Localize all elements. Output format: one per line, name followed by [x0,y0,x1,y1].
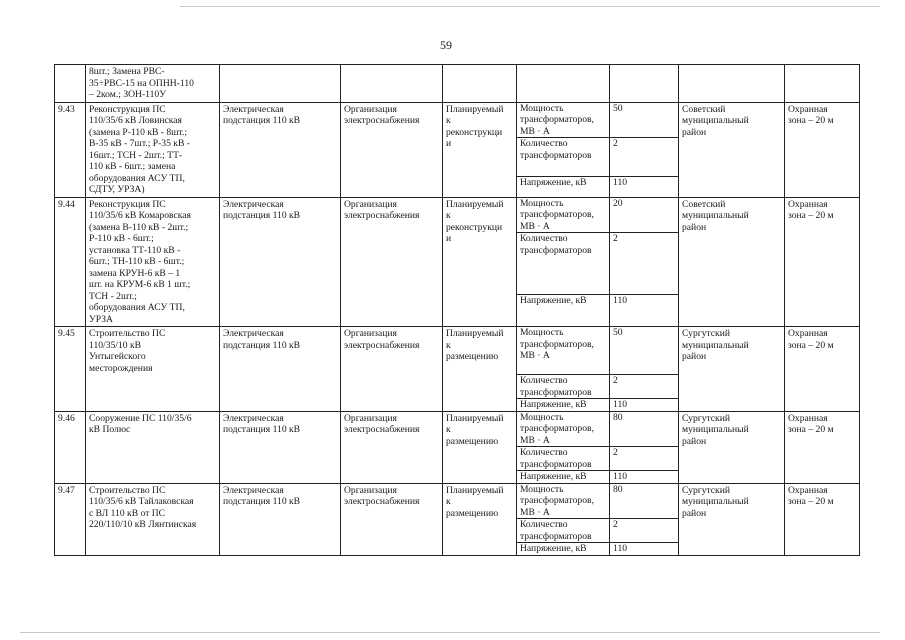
param-value: 2 [610,447,679,471]
object-name: Строительство ПС 110/35/10 кВ Унтыгейского месторождения [86,327,220,412]
param-value: 110 [610,543,679,556]
param-value: 80 [610,411,679,447]
object-purpose: Организация электроснабжения [341,327,443,412]
param-label: Количество трансформаторов [517,138,610,177]
object-type: Электрическая подстанция 110 кВ [220,197,341,327]
object-zone: Охранная зона – 20 м [785,197,860,327]
param-value: 2 [610,375,679,399]
param-value: 110 [610,399,679,412]
object-type: Электрическая подстанция 110 кВ [220,327,341,412]
object-status: Планируемый к размещению [443,327,517,412]
object-name: Строительство ПС 110/35/6 кВ Тайлаковская с ВЛ 110 кВ от ПС 220/110/10 кВ Лянтинская [86,483,220,555]
table-row [55,102,860,138]
param-label: Напряжение, кВ [517,471,610,484]
object-name: Реконструкция ПС 110/35/6 кВ Ловинская (замена Р-110 кВ - 8шт.; В-35 кВ - 7шт.; Р-35 кВ - 16шт.; ТСН - 2шт.; ТТ- 110 кВ - 6шт.; замена оборудования АСУ ТП, СДТУ, УРЗА) [86,102,220,197]
object-purpose: Организация электроснабжения [341,411,443,483]
object-zone: Охранная зона – 20 м [785,411,860,483]
param-label: Количество трансформаторов [517,233,610,295]
object-status: Планируемый к реконструкци и [443,197,517,327]
scan-edge-top [180,6,880,7]
table-row [55,197,860,233]
object-location: Советский муниципальный район [679,102,785,197]
param-label: Количество трансформаторов [517,447,610,471]
object-status: Планируемый к реконструкци и [443,102,517,197]
object-zone: Охранная зона – 20 м [785,483,860,555]
object-type: Электрическая подстанция 110 кВ [220,102,341,197]
param-value: 110 [610,177,679,197]
object-type: Электрическая подстанция 110 кВ [220,411,341,483]
table-row [55,411,860,447]
scan-edge-bottom [20,632,880,633]
object-location: Сургутский муниципальный район [679,327,785,412]
continuation-text: 8шт.; Замена РВС- 35÷РВС-15 на ОПНН-110 – 2ком.; ЗОН-110У [86,65,220,103]
page-number: 59 [440,38,452,52]
object-zone: Охранная зона – 20 м [785,102,860,197]
param-value: 110 [610,471,679,484]
continuation-row [55,65,860,103]
param-label: Мощность трансформаторов, МВ · А [517,483,610,519]
param-value: 50 [610,102,679,138]
object-status: Планируемый к размещению [443,411,517,483]
param-value: 110 [610,294,679,326]
param-value: 2 [610,519,679,543]
param-label: Напряжение, кВ [517,294,610,326]
param-label: Напряжение, кВ [517,177,610,197]
row-number: 9.46 [55,411,86,483]
object-location: Сургутский муниципальный район [679,411,785,483]
object-purpose: Организация электроснабжения [341,102,443,197]
row-number: 9.43 [55,102,86,197]
param-label: Мощность трансформаторов, МВ · А [517,102,610,138]
param-value: 2 [610,233,679,295]
row-number: 9.44 [55,197,86,327]
param-value: 2 [610,138,679,177]
object-purpose: Организация электроснабжения [341,483,443,555]
param-label: Напряжение, кВ [517,399,610,412]
object-zone: Охранная зона – 20 м [785,327,860,412]
row-number: 9.45 [55,327,86,412]
object-status: Планируемый к размещению [443,483,517,555]
param-value: 20 [610,197,679,233]
object-name: Сооружение ПС 110/35/6 кВ Полюс [86,411,220,483]
param-label: Мощность трансформаторов, МВ · А [517,327,610,375]
continuation-num-cell [55,65,86,103]
table-row [55,483,860,519]
object-type: Электрическая подстанция 110 кВ [220,483,341,555]
object-location: Советский муниципальный район [679,197,785,327]
param-label: Мощность трансформаторов, МВ · А [517,197,610,233]
param-label: Количество трансформаторов [517,375,610,399]
object-location: Сургутский муниципальный район [679,483,785,555]
param-label: Количество трансформаторов [517,519,610,543]
infrastructure-table [54,64,860,556]
object-name: Реконструкция ПС 110/35/6 кВ Комаровская (замена В-110 кВ - 2шт.; Р-110 кВ - 6шт.; установка ТТ-110 кВ - 6шт.; ТН-110 кВ - 6шт.; замена КРУН-6 кВ – 1 шт. на КРУМ-6 кВ 1 шт.; ТСН - 2шт.; оборудования АСУ ТП, УРЗА [86,197,220,327]
param-label: Напряжение, кВ [517,543,610,556]
param-value: 50 [610,327,679,375]
param-value: 80 [610,483,679,519]
object-purpose: Организация электроснабжения [341,197,443,327]
row-number: 9.47 [55,483,86,555]
param-label: Мощность трансформаторов, МВ · А [517,411,610,447]
table-row [55,327,860,375]
